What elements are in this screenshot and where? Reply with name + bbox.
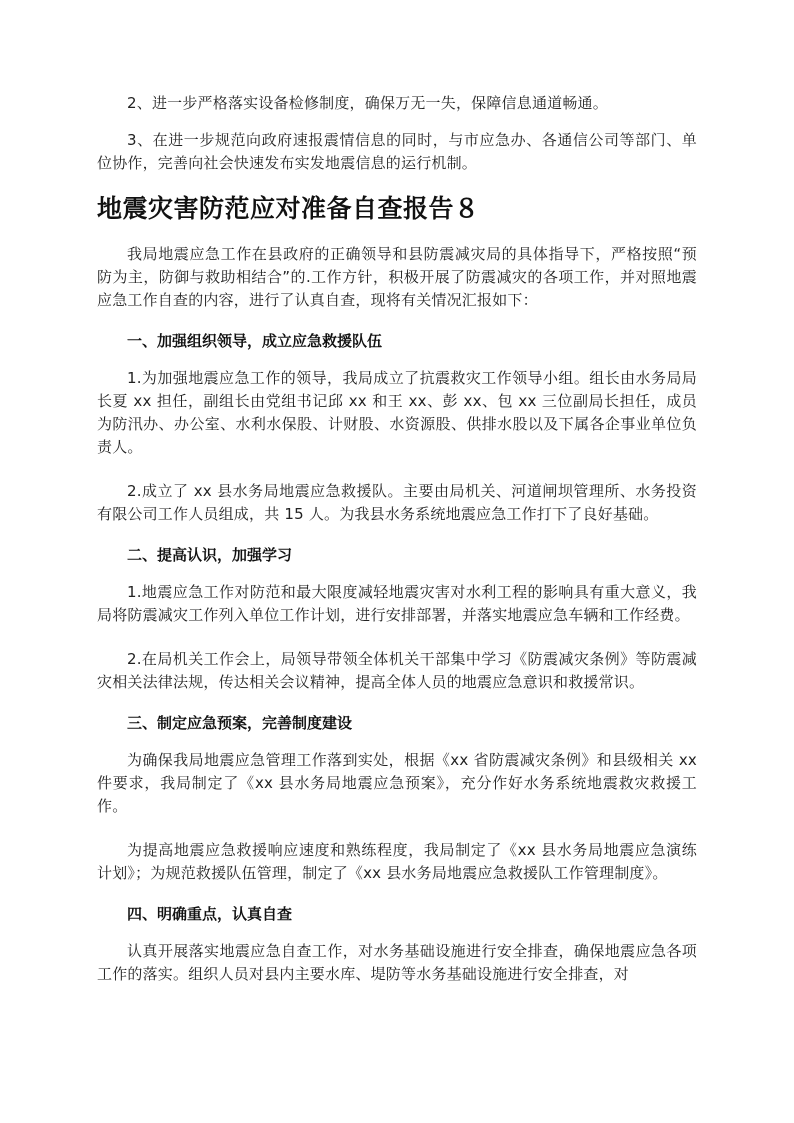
section-4-paragraph-1: 认真开展落实地震应急自查工作，对水务基础设施进行安全排查，确保地震应急各项工作的落实。组织人员对县内主要水库、堤防等水务基础设施进行安全排查，对 <box>97 942 697 983</box>
intro-paragraph-1: 2、进一步严格落实设备检修制度，确保万无一失，保障信息通道畅通。 <box>127 94 608 112</box>
section-3-paragraph-2: 为提高地震应急救援响应速度和熟练程度，我局制定了《xx 县水务局地震应急演练计划》；为规范救援队伍管理，制定了《xx 县水务局地震应急救援队工作管理制度》。 <box>97 841 697 882</box>
section-heading-4: 四、明确重点，认真自查 <box>127 905 293 923</box>
document-page <box>97 92 697 986</box>
section-2-paragraph-1: 1.地震应急工作对防范和最大限度减轻地震灾害对水利工程的影响具有重大意义，我局将防震减灾工作列入单位工作计划，进行安排部署，并落实地震应急车辆和工作经费。 <box>97 583 697 624</box>
section-heading-1: 一、加强组织领导，成立应急救援队伍 <box>127 332 383 350</box>
intro-paragraph-2: 3、在进一步规范向政府速报震情信息的同时，与市应急办、各通信公司等部门、单位协作，完善向社会快速发布实发地震信息的运行机制。 <box>97 131 697 172</box>
lead-paragraph: 我局地震应急工作在县政府的正确领导和县防震减灾局的具体指导下，严格按照“预防为主，防御与救助相结合”的.工作方针，积极开展了防震减灾的各项工作，并对照地震应急工作自查的内容，进行了认真自查，现将有关情况汇报如下： <box>97 245 697 309</box>
section-heading-3: 三、制定应急预案，完善制度建设 <box>127 714 353 732</box>
section-3-paragraph-1: 为确保我局地震应急管理工作落到实处，根据《xx 省防震减灾条例》和县级相关 xx 件要求，我局制定了《xx 县水务局地震应急预案》，充分作好水务系统地震救灾救援工作。 <box>97 751 697 815</box>
section-1-paragraph-2: 2.成立了 xx 县水务局地震应急救援队。主要由局机关、河道闸坝管理所、水务投资有限公司工作人员组成，共 15 人。为我县水务系统地震应急工作打下了良好基础。 <box>97 482 697 523</box>
report-title: 地震灾害防范应对准备自查报告８ <box>97 194 480 223</box>
section-heading-2: 二、提高认识，加强学习 <box>127 546 293 564</box>
section-1-paragraph-1: 1.为加强地震应急工作的领导，我局成立了抗震救灾工作领导小组。组长由水务局局长夏 xx 担任，副组长由党组书记邱 xx 和王 xx、彭 xx、包 xx 三位副局长担任，成员为防汛办、办公室、水利水保股、计财股、水资源股、供排水股以及下属各企事业单位负责人。 <box>97 369 697 456</box>
section-2-paragraph-2: 2.在局机关工作会上，局领导带领全体机关干部集中学习《防震减灾条例》等防震减灾相关法律法规，传达相关会议精神，提高全体人员的地震应急意识和救援常识。 <box>97 650 697 691</box>
